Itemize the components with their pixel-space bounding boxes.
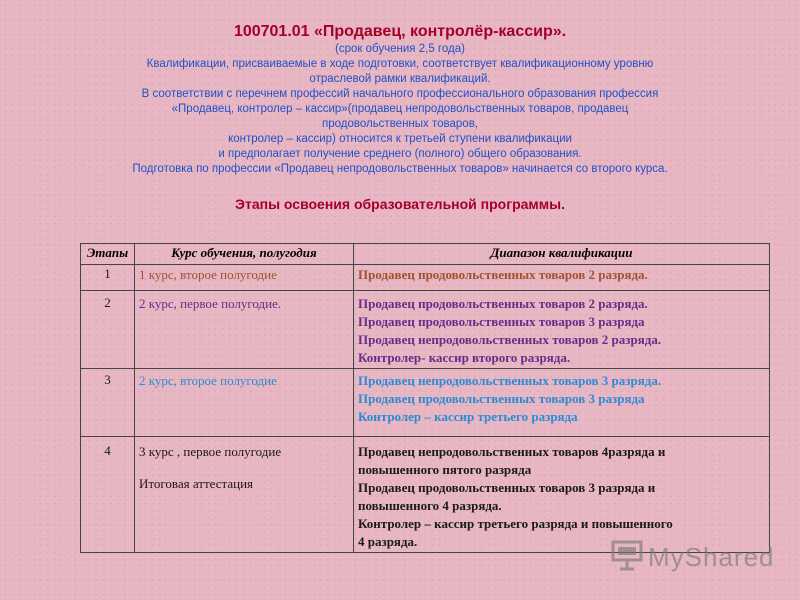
qualification-text: Контролер – кассир третьего разряда (358, 409, 578, 424)
logo-text: MyShared (648, 541, 775, 572)
qualification-text: Продавец продовольственных товаров 2 разряда. (358, 296, 648, 311)
intro-line: продовольственных товаров, (321, 118, 478, 130)
page-title: 100701.01 «Продавец, контролёр-кассир». (233, 23, 567, 40)
qualification-cell (354, 265, 770, 291)
column-header-course: Курс обучения, полугодия (135, 244, 354, 265)
column-header-stage: Этапы (81, 244, 135, 265)
qualification-text: Продавец продовольственных товаров 3 разряда (358, 391, 645, 406)
intro-line: контролер – кассир) относится к третьей ступени квалификации (228, 133, 572, 145)
column-header-qualification: Диапазон квалификации (354, 244, 770, 265)
stages-heading: Этапы освоения образовательной программы. (235, 196, 565, 212)
qualification-text: повышенного пятого разряда (358, 462, 532, 477)
course-cell (135, 265, 354, 291)
qualification-text: Продавец непродовольственных товаров 3 разряда. (358, 373, 662, 388)
course-cell (135, 369, 354, 437)
qualification-cell (354, 369, 770, 437)
stage-number: 3 (81, 369, 135, 437)
table-row (81, 265, 770, 291)
intro-text (50, 42, 750, 177)
table-row (81, 437, 770, 553)
intro-line: и предполагает получение среднего (полного) общего образования. (218, 148, 582, 160)
course-text: 2 курс, второе полугодие (139, 373, 277, 388)
course-text: Итоговая аттестация (139, 476, 254, 491)
qualification-text: Контролер – кассир третьего разряда и повышенного (358, 516, 673, 531)
intro-line: (срок обучения 2,5 года) (335, 43, 465, 55)
qualification-text: Продавец продовольственных товаров 3 разряда и (358, 480, 656, 495)
course-text: 1 курс, второе полугодие (139, 267, 277, 282)
header (0, 12, 800, 177)
table-row (81, 369, 770, 437)
qualification-text: Продавец непродовольственных товаров 4разряда и (358, 444, 666, 459)
intro-line: В соответствии с перечнем профессий начального профессионального образования профессия (141, 88, 659, 100)
qualification-text: повышенного 4 разряда. (358, 498, 502, 513)
qualification-text: Продавец продовольственных товаров 3 разряда (358, 314, 645, 329)
qualification-text: Продавец продовольственных товаров 2 разряда. (358, 267, 648, 282)
table-header-row (81, 244, 770, 265)
intro-line: «Продавец, контролер – кассир»(продавец непродовольственных товаров, продавец (171, 103, 629, 115)
course-text: 3 курс , первое полугодие (139, 444, 282, 459)
intro-line: Квалификации, присваиваемые в ходе подготовки, соответствует квалификационному уровню (146, 58, 654, 70)
stage-number: 2 (81, 291, 135, 369)
intro-line: отраслевой рамки квалификаций. (309, 73, 491, 85)
projector-screen-icon (610, 538, 644, 577)
intro-line: Подготовка по профессии «Продавец непродовольственных товаров» начинается со второго курса. (132, 163, 668, 175)
qualification-text: Продавец непродовольственных товаров 2 разряда. (358, 332, 662, 347)
stages-table (80, 243, 770, 553)
course-cell (135, 437, 354, 553)
course-cell (135, 291, 354, 369)
qualification-cell (354, 437, 770, 553)
qualification-text: Контролер- кассир второго разряда. (358, 350, 571, 365)
table-row (81, 291, 770, 369)
stage-number: 4 (81, 437, 135, 553)
course-text: 2 курс, первое полугодие. (139, 296, 282, 311)
qualification-text: 4 разряда. (358, 534, 418, 549)
qualification-cell (354, 291, 770, 369)
stage-number: 1 (81, 265, 135, 291)
watermark-logo (610, 540, 775, 574)
